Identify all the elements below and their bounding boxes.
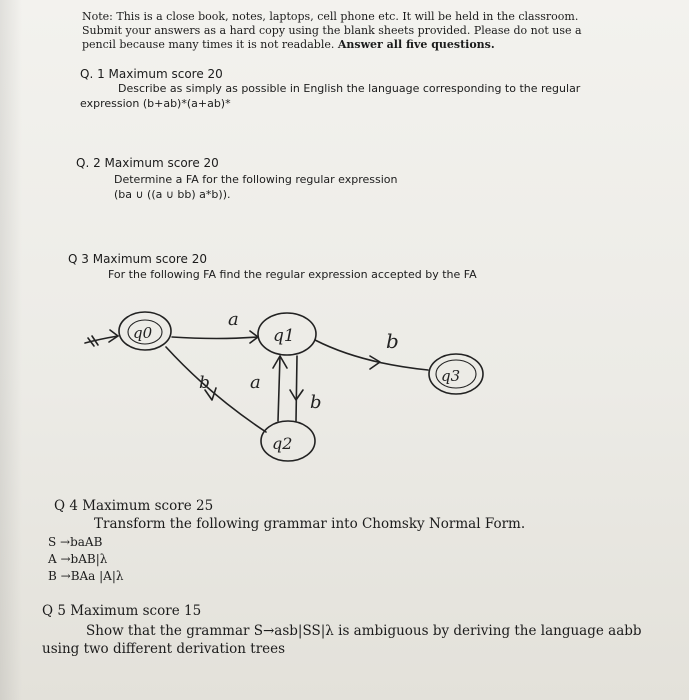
edge-q0-q1	[172, 337, 258, 339]
grammar-rule-s: S →baAB	[48, 535, 103, 549]
state-q3-label: q3	[441, 367, 461, 385]
note-line-1: Note: This is a close book, notes, laptops, cell phone etc. It will be held in the classroom.	[82, 10, 579, 23]
note-line-2: Submit your answers as a hard copy using the blank sheets provided. Please do not use a	[82, 24, 582, 37]
q2-heading: Q. 2 Maximum score 20	[76, 156, 219, 170]
edge-q1-q3-head	[370, 356, 380, 369]
note-line-3-text: pencil because many times it is not readable.	[82, 38, 338, 51]
q5-heading: Q 5 Maximum score 15	[42, 603, 202, 619]
edge-q1-q2	[296, 356, 297, 421]
q1-heading: Q. 1 Maximum score 20	[80, 67, 223, 81]
q2-line-1: Determine a FA for the following regular expression	[114, 173, 398, 186]
q2-line-2: (ba ∪ ((a ∪ bb) a*b)).	[114, 188, 231, 201]
edge-q2-q1	[278, 356, 280, 421]
state-q1-label: q1	[273, 326, 295, 346]
fa-diagram	[0, 290, 689, 475]
q4-line-1: Transform the following grammar into Chomsky Normal Form.	[94, 516, 526, 532]
state-q0-label: q0	[133, 324, 153, 342]
edge-q0-q2-label: b	[199, 373, 210, 393]
q4-heading: Q 4 Maximum score 25	[54, 498, 214, 514]
edge-q0-q1-label: a	[228, 309, 239, 330]
q1-line-2: expression (b+ab)*(a+ab)*	[80, 97, 231, 110]
q1-line-1: Describe as simply as possible in English the language corresponding to the regular	[118, 82, 581, 95]
edge-q2-q1-label: a	[250, 372, 261, 393]
note-emphasis: Answer all five questions.	[337, 38, 495, 51]
q3-line-1: For the following FA find the regular expression accepted by the FA	[108, 268, 477, 281]
edge-q1-q3-label: b	[386, 329, 399, 353]
q5-line-1: Show that the grammar S→asb|SS|λ is ambiguous by deriving the language aabb	[86, 623, 642, 639]
state-q2-label: q2	[272, 434, 293, 453]
q5-line-2: using two different derivation trees	[42, 641, 286, 657]
q3-heading: Q 3 Maximum score 20	[68, 252, 207, 266]
note-line-3	[82, 38, 495, 51]
grammar-rule-a: A →bAB|λ	[48, 552, 108, 566]
edge-q1-q3	[315, 340, 428, 370]
edge-q1-q2-label: b	[310, 392, 322, 413]
grammar-rule-b: B →BAa |A|λ	[48, 569, 124, 583]
